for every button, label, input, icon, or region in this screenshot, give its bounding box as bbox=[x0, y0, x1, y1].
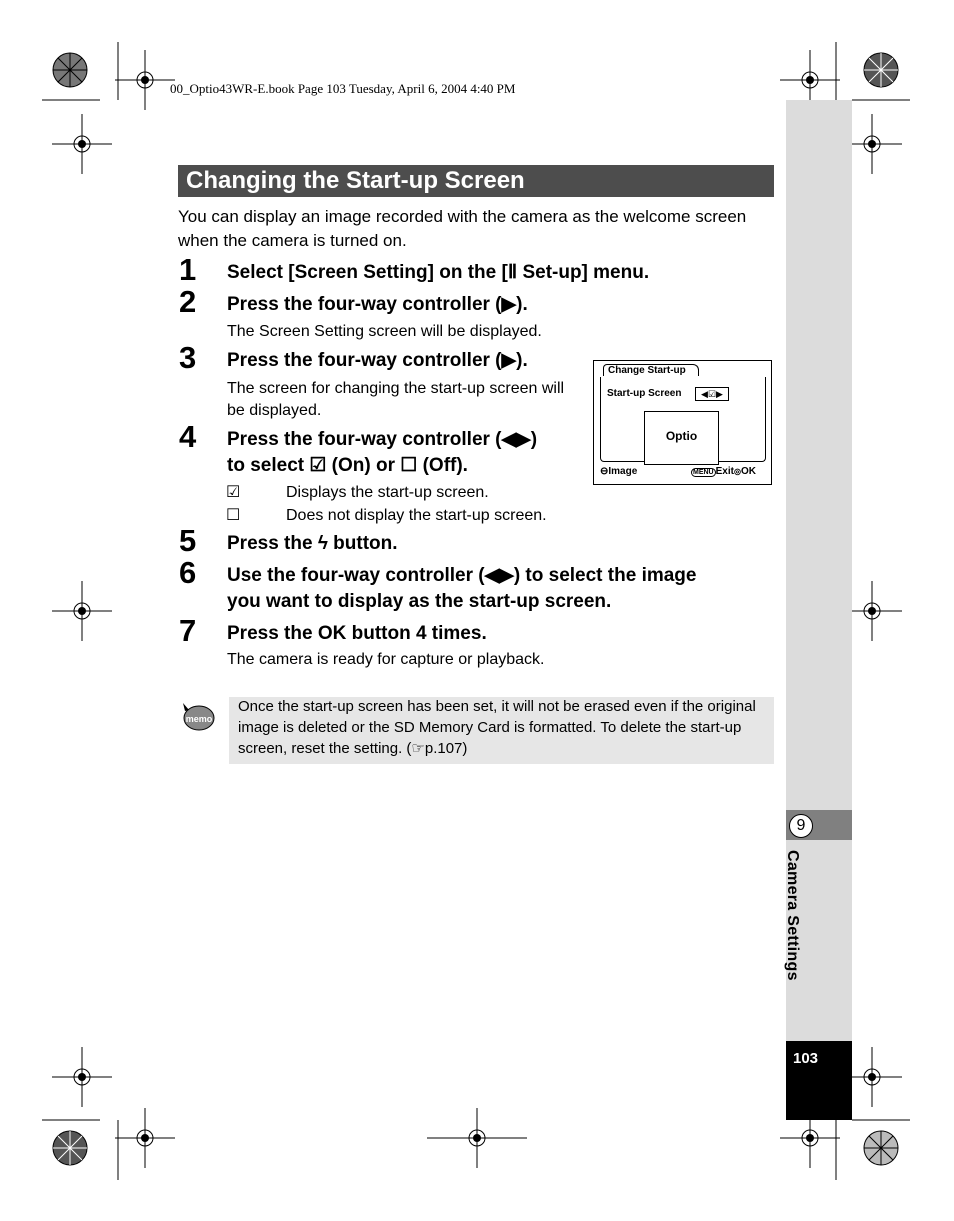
step-number: 3 bbox=[179, 340, 197, 375]
step-text: Press the four-way controller (▶). bbox=[227, 294, 528, 315]
step-text: Select [Screen Setting] on the [Ⅱ Set-up] menu. bbox=[227, 262, 650, 283]
startup-preview: Optio bbox=[644, 411, 719, 465]
footer-ok-label: OK bbox=[740, 466, 756, 477]
step-number: 1 bbox=[179, 252, 197, 287]
color-wheel-bottom-left bbox=[52, 1130, 88, 1166]
svg-text:memo: memo bbox=[185, 714, 213, 724]
step-text-line: Press the four-way controller (◀▶) bbox=[227, 429, 538, 450]
registration-target-top-left bbox=[115, 50, 175, 110]
footer-image-label: Image bbox=[608, 466, 638, 477]
registration-target-bottom-center bbox=[427, 1108, 527, 1168]
ok-icon: ◎ bbox=[733, 467, 741, 476]
option-description: Displays the start-up screen. bbox=[286, 484, 489, 501]
step-number: 4 bbox=[179, 419, 197, 454]
step-text-line: to select ☑ (On) or ☐ (Off). bbox=[227, 455, 468, 476]
step-number: 2 bbox=[179, 284, 197, 319]
color-wheel-bottom-right bbox=[863, 1130, 899, 1166]
checkbox-off-icon: ☐ bbox=[226, 507, 241, 524]
step-number: 7 bbox=[179, 613, 197, 648]
page-number: 103 bbox=[793, 1050, 819, 1067]
registration-target-left-lower bbox=[52, 1047, 112, 1107]
menu-icon: MENU bbox=[693, 469, 714, 476]
color-wheel-top-left bbox=[52, 52, 88, 88]
chapter-title: Camera Settings bbox=[784, 850, 801, 981]
screen-tab: Change Start-up bbox=[603, 364, 699, 376]
step-text-line: Use the four-way controller (◀▶) to select the image bbox=[227, 565, 697, 586]
screen-setting-label: Start-up Screen bbox=[607, 388, 682, 399]
print-header: 00_Optio43WR-E.book Page 103 Tuesday, April 6, 2004 4:40 PM bbox=[170, 81, 516, 96]
step-subtext: The camera is ready for capture or playback. bbox=[227, 651, 545, 668]
step-subtext: The Screen Setting screen will be displayed. bbox=[227, 323, 542, 340]
section-intro: You can display an image recorded with the camera as the welcome screen when the camera is turned on. bbox=[178, 207, 747, 250]
option-description: Does not display the start-up screen. bbox=[286, 507, 547, 524]
memo-text: Once the start-up screen has been set, it will not be erased even if the original image is deleted or the SD Memory Card is formatted. To delete the start-up screen, reset the setting. (☞p.107) bbox=[238, 698, 756, 757]
registration-target-left-middle bbox=[52, 581, 112, 641]
registration-target-left-upper bbox=[52, 114, 112, 174]
screen-footer-image bbox=[600, 466, 637, 477]
step-text-line: you want to display as the start-up screen. bbox=[227, 591, 612, 612]
memo-icon bbox=[180, 700, 216, 732]
chapter-number: 9 bbox=[789, 814, 813, 838]
screen-footer-right bbox=[691, 466, 756, 477]
footer-exit-label: Exit bbox=[715, 466, 734, 477]
step-text: Press the ϟ button. bbox=[227, 533, 398, 554]
step-text: Press the OK button 4 times. bbox=[227, 623, 487, 644]
checkbox-on-icon: ☑ bbox=[226, 484, 241, 501]
step-number: 6 bbox=[179, 555, 197, 590]
color-wheel-top-right bbox=[863, 52, 899, 88]
screen-setting-selector: ◀☑▶ bbox=[695, 387, 729, 401]
step-text: Press the four-way controller (▶). bbox=[227, 350, 528, 371]
step-number: 5 bbox=[179, 523, 197, 558]
step-subtext: The screen for changing the start-up screen will be displayed. bbox=[227, 380, 565, 419]
section-title: Changing the Start-up Screen bbox=[186, 167, 525, 194]
key-icon: ⊖ bbox=[600, 466, 609, 477]
registration-target-bottom-left bbox=[115, 1108, 175, 1168]
